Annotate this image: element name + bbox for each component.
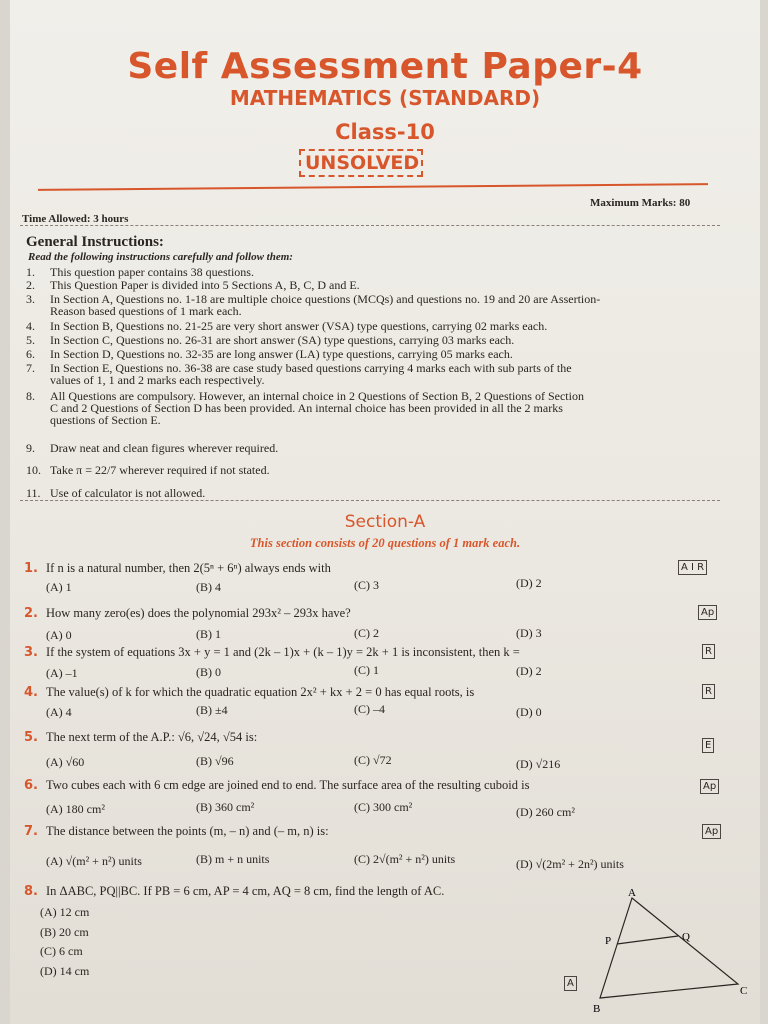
instruction-item: 9. Draw neat and clean figures wherever required. <box>26 441 279 455</box>
option: (D) 2 <box>516 576 542 590</box>
option: (C) –4 <box>354 702 385 716</box>
divider <box>20 500 720 501</box>
question: 7. The distance between the points (m, – n) and (– m, n) is: <box>24 824 329 839</box>
option: (A) 180 cm² <box>46 802 105 816</box>
header-rule <box>38 183 708 191</box>
section-title: Section-A <box>344 512 426 532</box>
option: (B) 360 cm² <box>196 800 255 814</box>
instructions-heading: General Instructions: <box>26 234 164 250</box>
option: (C) 6 cm <box>40 944 83 958</box>
question: 6. Two cubes each with 6 cm edge are joined end to end. The surface area of the resulting cuboid is <box>24 778 530 793</box>
question: 3. If the system of equations 3x + y = 1 and (2k – 1)x + (k – 1)y = 2k + 1 is inconsistent, then k = <box>24 645 520 660</box>
question: 2. How many zero(es) does the polynomial 293x² – 293x have? <box>24 606 351 621</box>
time-allowed: Time Allowed: 3 hours <box>22 213 129 225</box>
section-subtitle: This section consists of 20 questions of 1 mark each. <box>249 536 521 550</box>
option: (B) 1 <box>196 627 221 641</box>
question-tag: Ap <box>700 779 719 794</box>
instruction-item: 6. In Section D, Questions no. 32-35 are long answer (LA) type questions, carrying 05 marks each. <box>26 347 513 361</box>
instructions-subheading: Read the following instructions carefully and follow them: <box>28 251 293 263</box>
label-a: A <box>628 887 636 899</box>
option: (C) √72 <box>354 753 392 767</box>
instruction-item: 10. Take π = 22/7 wherever required if not stated. <box>26 463 270 477</box>
label-p: P <box>605 935 612 947</box>
instruction-item: 1. This question paper contains 38 questions. <box>26 265 254 279</box>
instruction-item: 4. In Section B, Questions no. 21-25 are very short answer (VSA) type questions, carrying 02 marks each. <box>26 319 548 333</box>
exam-paper <box>10 0 760 1024</box>
option: (C) 300 cm² <box>354 800 413 814</box>
option: (A) 4 <box>46 705 72 719</box>
option: (D) 260 cm² <box>516 805 575 819</box>
option: (C) 2 <box>354 626 379 640</box>
option: (D) 3 <box>516 626 542 640</box>
option: (A) –1 <box>46 666 78 680</box>
question-tag: Ap <box>702 824 721 839</box>
option: (A) 1 <box>46 580 72 594</box>
question-tag: R <box>702 644 715 659</box>
option: (B) √96 <box>196 754 234 768</box>
option: (D) 14 cm <box>40 964 90 978</box>
option: (A) 0 <box>46 628 72 642</box>
question-tag: A <box>564 976 577 991</box>
triangle-figure <box>590 886 750 1016</box>
question-tag: E <box>702 738 714 753</box>
question-tag: A I R <box>678 560 707 575</box>
option: (B) 20 cm <box>40 925 89 939</box>
option: (B) 0 <box>196 665 221 679</box>
instruction-item: 3. In Section A, Questions no. 1-18 are multiple choice questions (MCQs) and questions no. 19 and 20 are Assertion- Reason based questions of 1 mark each. <box>26 292 601 318</box>
option: (C) 1 <box>354 663 379 677</box>
divider <box>20 225 720 226</box>
instruction-item: 7. In Section E, Questions no. 36-38 are case study based questions carrying 4 marks each with sub parts of the values of 1, 1 and 2 marks each respectively. <box>26 361 572 387</box>
option: (B) ±4 <box>196 703 228 717</box>
option: (B) 4 <box>196 580 221 594</box>
option: (C) 3 <box>354 578 379 592</box>
label-b: B <box>593 1003 601 1015</box>
question: 1. If n is a natural number, then 2(5ⁿ + 6ⁿ) always ends with <box>24 561 331 576</box>
subject-title: MATHEMATICS (STANDARD) <box>229 86 541 110</box>
question: 4. The value(s) of k for which the quadratic equation 2x² + kx + 2 = 0 has equal roots, is <box>24 685 475 700</box>
triangle-abc <box>600 898 738 998</box>
instruction-item: 8. All Questions are compulsory. However, an internal choice in 2 Questions of Section B, 2 Questions of Section C and 2 Questions of Section D has been provided. An internal choice has been provided in all the 2 marks questions of Section E. <box>26 389 584 427</box>
option: (A) √60 <box>46 755 85 769</box>
segment-pq <box>617 936 678 944</box>
question: 8. In ΔABC, PQ||BC. If PB = 6 cm, AP = 4 cm, AQ = 8 cm, find the length of AC. <box>24 884 445 899</box>
option: (A) √(m² + n²) units <box>46 854 142 868</box>
question-tag: Ap <box>698 605 717 620</box>
option: (D) √(2m² + 2n²) units <box>516 857 624 871</box>
question: 5. The next term of the A.P.: √6, √24, √54 is: <box>24 730 258 745</box>
paper-title: Self Assessment Paper-4 <box>127 46 643 87</box>
class-title: Class-10 <box>335 120 435 144</box>
question-tag: R <box>702 684 715 699</box>
option: (D) 2 <box>516 664 542 678</box>
instruction-item: 11. Use of calculator is not allowed. <box>26 486 206 500</box>
label-c: C <box>740 985 748 997</box>
option: (D) √216 <box>516 757 561 771</box>
option: (B) m + n units <box>196 852 270 866</box>
instruction-item: 5. In Section C, Questions no. 26-31 are short answer (SA) type questions, carrying 03 marks each. <box>26 333 515 347</box>
label-q: Q <box>682 931 690 943</box>
option: (C) 2√(m² + n²) units <box>354 852 456 866</box>
instruction-item: 2. This Question Paper is divided into 5 Sections A, B, C, D and E. <box>26 278 360 292</box>
status-badge: UNSOLVED <box>299 149 423 177</box>
option: (D) 0 <box>516 705 542 719</box>
max-marks: Maximum Marks: 80 <box>590 197 691 209</box>
option: (A) 12 cm <box>40 905 90 919</box>
